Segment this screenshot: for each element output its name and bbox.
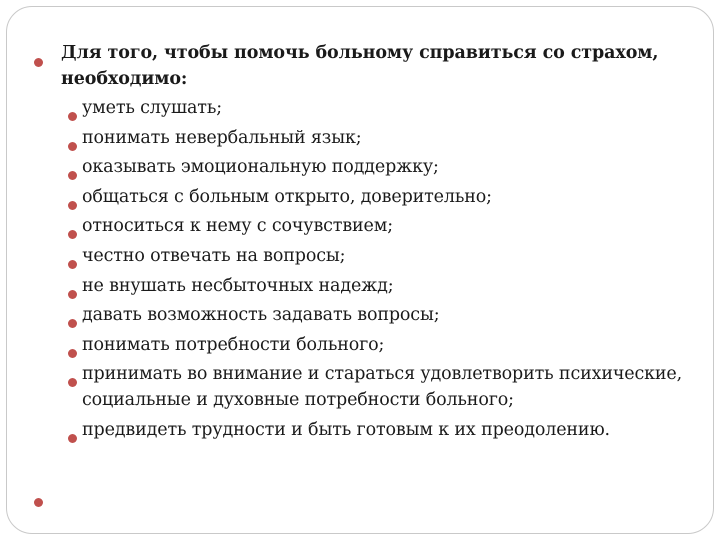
list-item [34,185,694,211]
list-item [34,362,694,413]
list-item-text: оказывать эмоциональную поддержку; [82,157,439,178]
list-item [34,96,694,122]
list-item-text: понимать невербальный язык; [82,127,362,148]
list-item [34,274,694,300]
bullet-dot-icon [34,49,43,75]
bullet-dot-icon [68,370,77,396]
list-item-text: уметь слушать; [82,98,222,118]
sub-bullet-list [34,96,694,443]
list-item-text: принимать во внимание и стараться удовлетворить психические, социальные и духовные потребности больного; [82,364,683,410]
slide-content [34,40,694,447]
list-item [34,418,694,444]
list-item [34,303,694,329]
list-item-text: честно отвечать на вопросы; [82,245,346,266]
heading-bullet-item [34,40,694,92]
list-item-text: общаться с больным открыто, доверительно; [82,186,492,207]
list-item-text: относиться к нему с сочувствием; [82,216,393,237]
empty-bullet-dot-icon [34,494,43,512]
list-item-text: предвидеть трудности и быть готовым к их преодолению. [82,419,610,440]
list-item-text: давать возможность задавать вопросы; [82,305,440,326]
heading-text: Для того, чтобы помочь больному справиться со страхом, необходимо: [61,43,659,89]
bullet-dot-icon [68,426,77,452]
list-item [34,244,694,270]
list-item [34,126,694,152]
list-item [34,214,694,240]
list-item [34,333,694,359]
list-item-text: понимать потребности больного; [82,334,385,355]
list-item-text: не внушать несбыточных надежд; [82,275,394,296]
list-item [34,155,694,181]
